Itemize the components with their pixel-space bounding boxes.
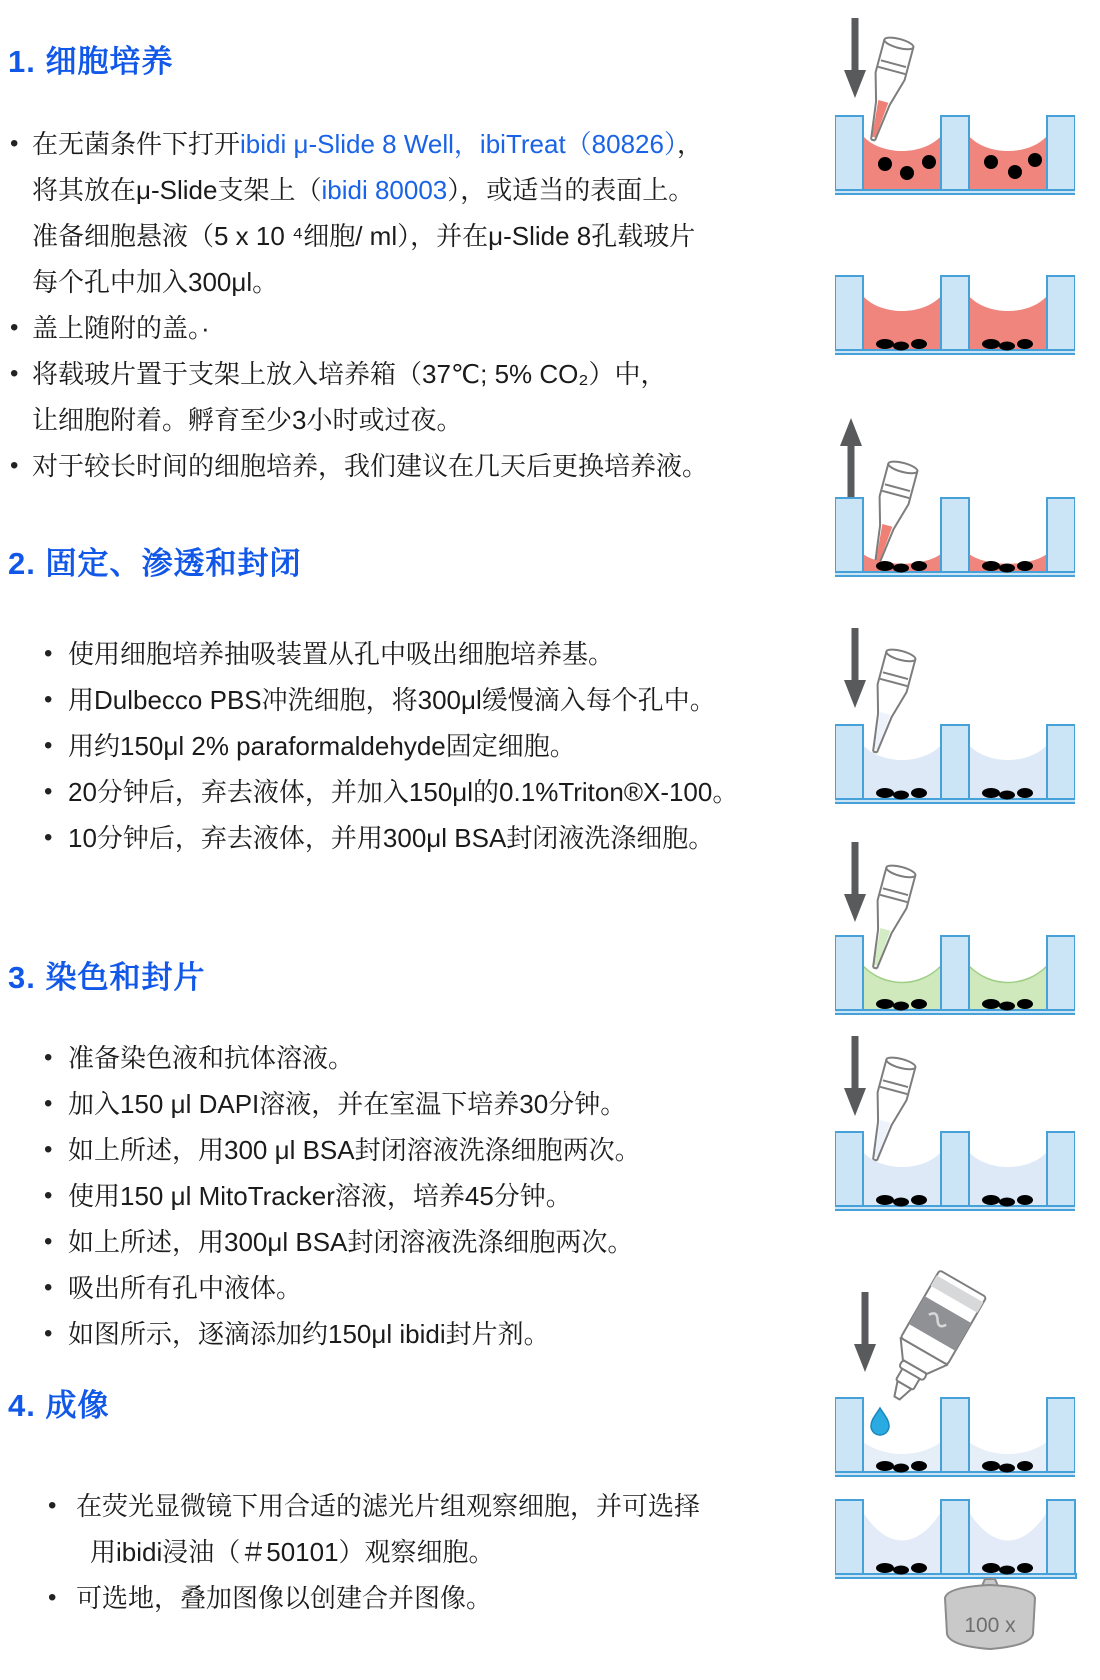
text-segment: 准备细胞悬液（5 x 10 ⁴细胞/ ml），并在μ-Slide 8孔载玻片 — [32, 221, 696, 251]
illustration-seed-cells — [835, 6, 1075, 196]
text-segment: • 可选地，叠加图像以创建合并图像。 — [76, 1583, 493, 1613]
text-segment: 每个孔中加入300μl。 — [32, 267, 279, 297]
protocol-step — [44, 1081, 798, 1127]
protocol-step — [44, 1219, 798, 1265]
pipette-icon — [863, 459, 919, 568]
arrow-down-icon — [854, 1292, 876, 1372]
protocol-step — [44, 1173, 798, 1219]
section-heading: 1. 细胞培养 — [8, 44, 174, 79]
text-segment: • 将载玻片置于支架上放入培养箱（37℃; 5% CO₂）中， — [32, 359, 667, 389]
text-segment: ， — [676, 129, 703, 159]
well-slide-icon — [835, 936, 1075, 1014]
text-segment: 在无菌条件下打开 — [32, 129, 241, 159]
section-cell-culture — [8, 36, 798, 489]
pipette-icon — [861, 647, 917, 756]
illustration-mounting-medium — [835, 1232, 1075, 1478]
product-link[interactable]: ibidi 80003 — [321, 175, 448, 205]
text-segment: 让细胞附着。孵育至少3小时或过夜。 — [32, 405, 463, 435]
protocol-step — [48, 1575, 798, 1621]
section-imaging — [8, 1380, 798, 1621]
text-segment: • 盖上随附的盖。· — [32, 313, 210, 343]
protocol-step — [44, 1265, 798, 1311]
text-segment: • 用Dulbecco PBS冲洗细胞，将300μl缓慢滴入每个孔中。 — [68, 685, 716, 715]
protocol-step — [8, 121, 798, 305]
well-slide-icon — [835, 1398, 1075, 1476]
protocol-step — [44, 1127, 798, 1173]
well-slide-icon — [835, 1132, 1075, 1210]
text-segment: • 使用细胞培养抽吸装置从孔中吸出细胞培养基。 — [68, 639, 615, 669]
illustration-imaging — [835, 1498, 1085, 1670]
step-list — [8, 1035, 798, 1357]
section-heading: 4. 成像 — [8, 1388, 110, 1423]
protocol-step — [44, 631, 798, 677]
illustration-aspirate-medium — [835, 386, 1075, 578]
protocol-step — [8, 351, 798, 443]
text-segment: • 如图所示，逐滴添加约150μl ibidi封片剂。 — [68, 1319, 550, 1349]
arrow-up-icon — [840, 418, 862, 498]
protocol-step — [8, 443, 798, 489]
illustration-stain-green — [835, 830, 1075, 1016]
section-heading: 2. 固定、渗透和封闭 — [8, 546, 302, 581]
text-segment: • 如上所述，用300 μl BSA封闭溶液洗涤细胞两次。 — [68, 1135, 641, 1165]
arrow-down-icon — [844, 842, 866, 922]
drop-icon — [871, 1408, 889, 1435]
pipette-icon — [859, 35, 915, 144]
section-staining-mounting — [8, 952, 798, 1357]
pipette-icon — [861, 1055, 917, 1164]
protocol-step — [48, 1483, 798, 1575]
illustration-wash-bsa — [835, 1020, 1075, 1212]
text-segment: • 准备染色液和抗体溶液。 — [68, 1043, 355, 1073]
text-segment: • 20分钟后，弃去液体，并加入150μl的0.1%Triton®X-100。 — [68, 777, 739, 807]
well-slide-icon — [835, 116, 1075, 194]
illustration-rinse-pbs — [835, 610, 1075, 805]
step-list — [8, 121, 798, 489]
step-list — [8, 1483, 798, 1621]
protocol-step — [44, 1035, 798, 1081]
arrow-down-icon — [844, 18, 866, 98]
section-heading: 3. 染色和封片 — [8, 960, 206, 995]
arrow-down-icon — [844, 628, 866, 708]
protocol-step — [44, 769, 798, 815]
protocol-step — [44, 677, 798, 723]
well-slide-icon — [835, 498, 1075, 576]
text-segment: 用ibidi浸油（＃50101）观察细胞。 — [90, 1537, 495, 1567]
well-slide-icon — [835, 725, 1075, 803]
text-segment: • 用约150μl 2% paraformaldehyde固定细胞。 — [68, 731, 576, 761]
section-fix-permeabilize-block — [8, 538, 798, 861]
text-segment: • 吸出所有孔中液体。 — [68, 1273, 303, 1303]
product-link[interactable]: ibidi μ-Slide 8 Well，ibiTreat（80826） — [240, 129, 677, 159]
text-segment: • 10分钟后，弃去液体，并用300μl BSA封闭液洗涤细胞。 — [68, 823, 715, 853]
text-segment: • 使用150 μl MitoTracker溶液，培养45分钟。 — [68, 1181, 572, 1211]
text-segment: • 加入150 μl DAPI溶液，并在室温下培养30分钟。 — [68, 1089, 627, 1119]
well-slide-icon — [835, 1500, 1076, 1578]
text-segment: • 对于较长时间的细胞培养，我们建议在几天后更换培养液。 — [32, 451, 709, 481]
protocol-step — [8, 305, 798, 351]
text-segment: • 在荧光显微镜下用合适的滤光片组观察细胞，并可选择 — [76, 1491, 701, 1521]
protocol-step — [44, 815, 798, 861]
text-segment: ），或适当的表面上。 — [447, 175, 695, 205]
protocol-step — [44, 1311, 798, 1357]
pipette-icon — [861, 863, 917, 972]
dropper-bottle-icon — [874, 1270, 987, 1411]
arrow-down-icon — [844, 1036, 866, 1116]
protocol-step — [44, 723, 798, 769]
objective-icon — [945, 1579, 1035, 1649]
text-segment: • 如上所述，用300μl BSA封闭溶液洗涤细胞两次。 — [68, 1227, 634, 1257]
well-slide-icon — [835, 276, 1075, 354]
objective-label: 100 x — [964, 1614, 1016, 1637]
text-segment: 将其放在μ-Slide支架上（ — [32, 175, 322, 205]
illustration-cells-settled — [835, 274, 1075, 358]
step-list — [8, 631, 798, 861]
